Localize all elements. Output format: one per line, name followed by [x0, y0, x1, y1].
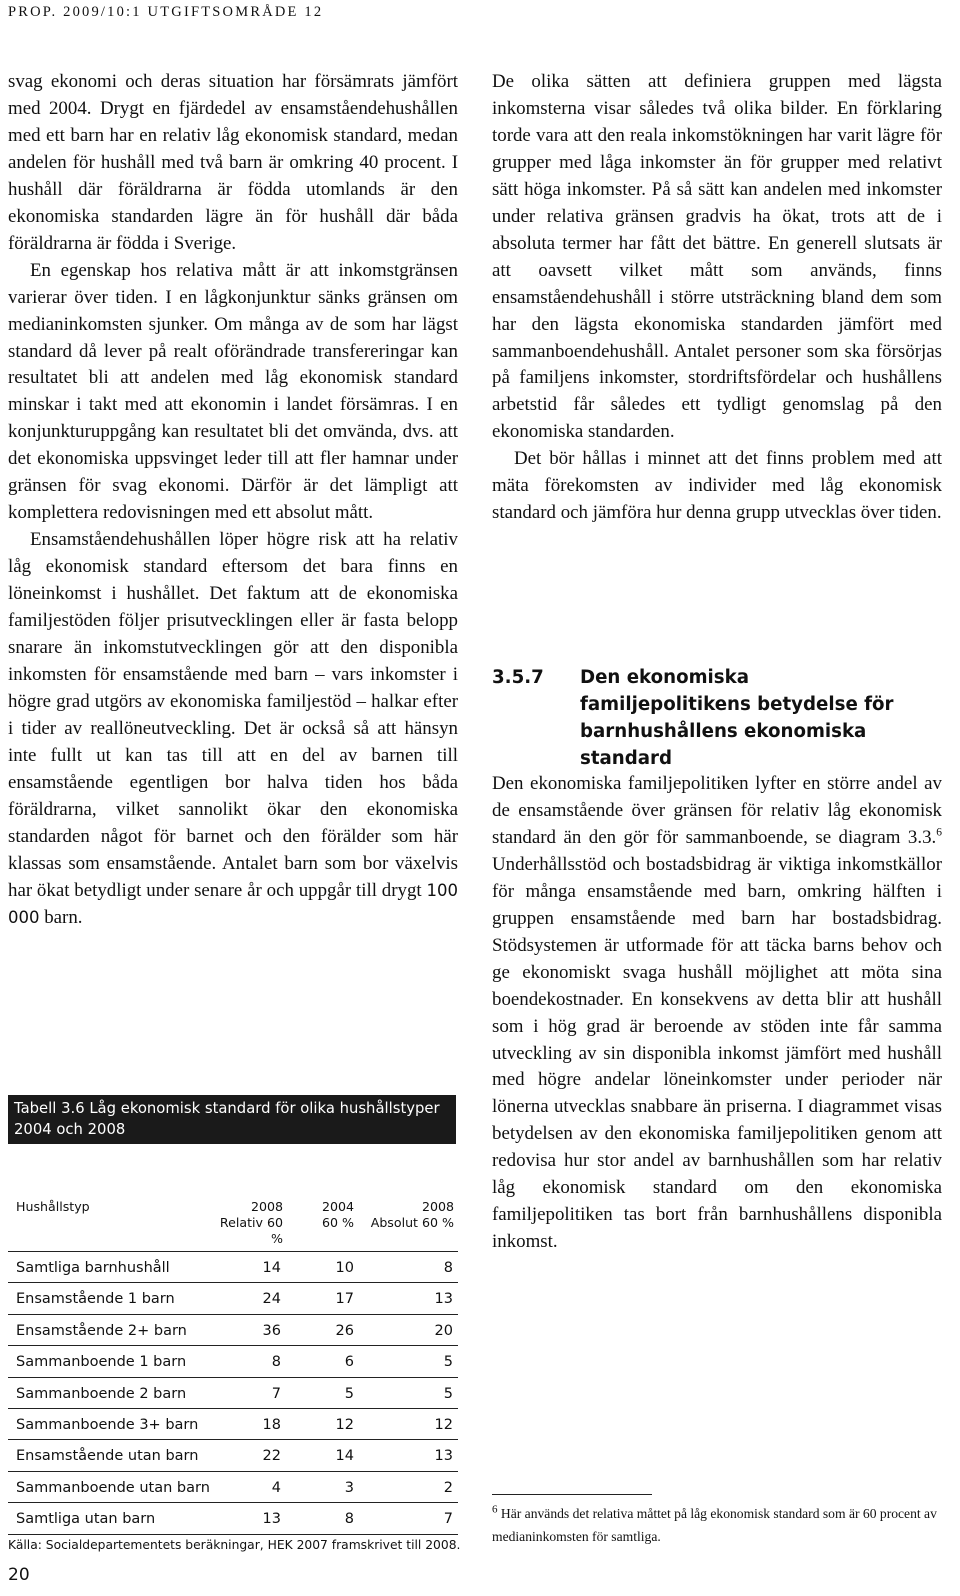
table-row: [8, 1315, 458, 1346]
section-number: 3.5.7: [492, 667, 544, 688]
footnote-divider: [492, 1494, 652, 1495]
row-label: Sammanboende utan barn: [16, 1479, 210, 1496]
table-source: Källa: Socialdepartementets beräkningar, HEK 2007 framskrivet till 2008.: [8, 1537, 461, 1552]
cell-2008-absolute: 12: [434, 1416, 453, 1433]
cell-2008-absolute: 8: [443, 1260, 453, 1276]
row-label: Ensamstående utan barn: [16, 1448, 199, 1465]
column-header-2008-absolute: 2008 Absolut 60 %: [370, 1199, 454, 1230]
row-label: Sammanboende 1 barn: [16, 1354, 187, 1371]
table-row: [8, 1283, 458, 1314]
table-caption: Tabell 3.6 Låg ekonomisk standard för olika hushållstyper 2004 och 2008: [8, 1095, 456, 1144]
section-paragraph-1: [492, 771, 942, 1256]
left-column: [8, 69, 458, 932]
section-title: Den ekonomiska familjepolitikens betydelse för barnhushållens ekonomiska standard: [580, 667, 894, 769]
cell-2008-relative: 7: [271, 1385, 281, 1402]
column-header-2004: 2004 60 %: [321, 1199, 354, 1230]
cell-2008-absolute: 5: [443, 1385, 453, 1402]
footnote-reference[interactable]: 6: [936, 826, 942, 839]
right-column: [492, 69, 942, 527]
cell-2008-absolute: 13: [434, 1291, 453, 1308]
row-label: Ensamstående 2+ barn: [16, 1322, 187, 1339]
footnote: [492, 1502, 942, 1548]
row-label: Samtliga barnhushåll: [16, 1260, 170, 1276]
table-row: [8, 1503, 458, 1534]
table-row: [8, 1472, 458, 1503]
row-label: Sammanboende 2 barn: [16, 1385, 187, 1402]
column-header-2008-relative: 2008 Relativ 60 %: [219, 1199, 283, 1246]
cell-2008-relative: 36: [262, 1322, 281, 1339]
left-paragraph-3-tail: barn.: [39, 906, 83, 928]
cell-2008-relative: 14: [262, 1260, 281, 1276]
section-paragraph-1-start: Den ekonomiska familjepolitiken lyfter en större andel av de ensamstående över gränsen för relativ låg ekonomisk standard än den gör för sammanboende, se diagram: [492, 773, 942, 848]
right-paragraph-1: De olika sätten att definiera gruppen med lägsta inkomsterna visar således två olika bilder. En förklaring torde vara att den reala inkomstökningen har varit lägre för grupper med låga inkomster än för grupper med relativt sätt höga inkomster. På så sätt kan andelen med inkomster under relativa gränsen gradvis ha ökat, trots att de i absoluta termer har fått det bättre. En generell slutsats är att oavsett vilket mått som används, finns ensamståendehushåll i större utsträckning bland dem som har den lägsta ekonomiska standarden jämfört med sammanboendehushåll. Antalet personer som ska försörjas på familjens inkomster, stordriftsfördelar och hushållens arbetstid får således ett tydligt genomslag på den ekonomiska standarden.: [492, 71, 942, 443]
children-count: 100 000: [8, 880, 458, 927]
cell-2004: 10: [335, 1260, 354, 1276]
cell-2004: 14: [335, 1448, 354, 1465]
cell-2004: 5: [344, 1385, 354, 1402]
cell-2008-absolute: 7: [443, 1511, 453, 1528]
column-header-household-type: Hushållstyp: [16, 1199, 90, 1214]
cell-2004: 6: [344, 1354, 354, 1371]
table-row: [8, 1252, 458, 1283]
row-label: Samtliga utan barn: [16, 1511, 156, 1528]
cell-2004: 3: [344, 1479, 354, 1496]
diagram-reference: 3.3.: [907, 826, 937, 848]
left-paragraph-3-text: Ensamståendehushållen löper högre risk att ha relativ låg ekonomisk standard eftersom det bara finns en löneinkomst i hushållet. Det faktum att de ekonomiska familjestöden följer prisutvecklingen eller är fasta belopp snarare än inkomstutvecklingen gör att den disponibla inkomsten för ensamstående med barn – vars inkomster i högre grad utgörs av ekonomiska familjestöd – halkar efter i tider av reallöneutveckling. Det är också så att hänsyn inte fullt ut kan tas till att en del av barnen till ensamstående egentligen bor halva tiden hos båda föräldrarna, vilket sannolikt ökar den ekonomiska standarden något för barnet och den förälder som här klassas som ensamstående. Antalet barn som bor växelvis har ökat betydligt under senare år och uppgår till drygt: [8, 529, 458, 901]
cell-2008-relative: 4: [271, 1479, 281, 1496]
cell-2008-absolute: 13: [434, 1448, 453, 1465]
cell-2008-absolute: 20: [434, 1322, 453, 1339]
cell-2008-relative: 13: [262, 1511, 281, 1528]
table-row: [8, 1378, 458, 1409]
left-paragraph-2: En egenskap hos relativa mått är att inkomstgränsen varierar över tiden. I en lågkonjunktur sänks gränsen om medianinkomsten sjunker. Om många av de som har lägst standard då lever på realt oförändrade transfereringar kan resultatet bli att andelen med låg ekonomisk standard minskar i takt med att ekonomin i landet försämras. I en konjunkturuppgång kan resultatet bli det omvända, dvs. att det ekonomiska uppsvinget leder till att fler hamnar under gränsen för svag ekonomi. Därför är det lämpligt att komplettera redovisningen med ett absolut mått.: [8, 259, 458, 524]
page-number: 20: [8, 1565, 30, 1585]
table-row: [8, 1346, 458, 1377]
cell-2004: 8: [344, 1511, 354, 1528]
cell-2008-absolute: 2: [443, 1479, 453, 1496]
section-paragraph-1-rest: Underhållsstöd och bostadsbidrag är viktiga inkomstkällor för många ensamstående med barn, omkring hälften i gruppen ensamstående med barn har bostadsbidrag. Stödsystemen är utformade för att täcka barns behov och ge ekonomiskt svaga hushåll möjlighet att möta sina boendekostnader. En konsekvens av detta blir att hushåll som i hög grad är beroende av stöden inte får samma utveckling av sin disponibla inkomst jämfört med hushåll med högre andelar löneinkomster under perioder när lönerna utvecklas snabbare än priserna. I diagrammet visas betydelsen av den ekonomiska familjepolitiken genom att redovisa hur stor andel av barnhushållen som har relativ låg ekonomisk standard om den ekonomiska familjepolitiken tas bort från barnhushållens disponibla inkomst.: [492, 853, 942, 1253]
cell-2004: 12: [335, 1416, 354, 1433]
left-paragraph-1: svag ekonomi och deras situation har försämrats jämfört med 2004. Drygt en fjärdedel av ensamståendehushållen med ett barn har en relativ låg ekonomisk standard, medan andelen för hushåll med två barn är omkring 40 procent. I hushåll där föräldrarna är födda utomlands är den ekonomiska standarden lägre än för hushåll där båda föräldrarna är födda i Sverige.: [8, 71, 458, 254]
left-paragraph-3: [8, 527, 458, 931]
running-header: PROP. 2009/10:1 UTGIFTSOMRÅDE 12: [8, 4, 324, 20]
cell-2004: 17: [335, 1291, 354, 1308]
footnote-mark: 6: [492, 1503, 498, 1516]
cell-2008-relative: 8: [271, 1354, 281, 1371]
right-paragraph-2: Det bör hållas i minnet att det finns problem med att mäta förekomsten av individer med låg ekonomisk standard och jämföra hur denna grupp utvecklas över tiden.: [492, 448, 942, 524]
cell-2004: 26: [335, 1322, 354, 1339]
section-body: [492, 771, 942, 1256]
row-label: Ensamstående 1 barn: [16, 1291, 175, 1308]
footnote-text: Här används det relativa måttet på låg ekonomisk standard som är 60 procent av medianinkomsten för samtliga.: [492, 1506, 937, 1544]
row-label: Sammanboende 3+ barn: [16, 1416, 199, 1433]
cell-2008-relative: 24: [262, 1291, 281, 1308]
cell-2008-absolute: 5: [443, 1354, 453, 1371]
table-row: [8, 1440, 458, 1471]
cell-2008-relative: 22: [262, 1448, 281, 1465]
table-header-row: [8, 1199, 458, 1252]
table-body: [8, 1252, 458, 1535]
table-3-6: [8, 1095, 461, 1553]
table-row: [8, 1409, 458, 1440]
cell-2008-relative: 18: [262, 1416, 281, 1433]
